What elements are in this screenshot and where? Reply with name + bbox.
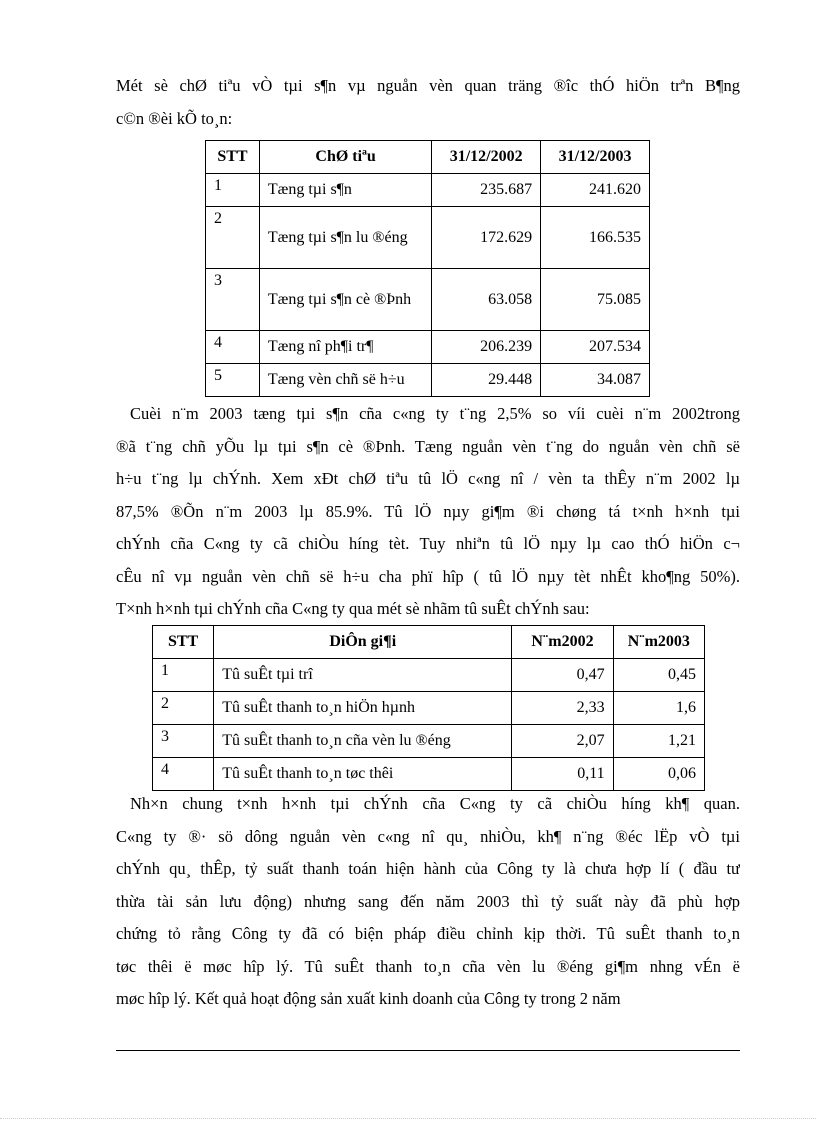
row-index: 2 [206, 207, 260, 269]
column-header: N¨m2003 [613, 626, 704, 659]
table-header-row [153, 626, 705, 659]
row-index: 5 [206, 364, 260, 397]
row-label: Tû suÊt thanh to¸n hiÖn hµnh [214, 692, 512, 725]
row-index: 4 [153, 758, 214, 791]
row-label: Tæng tµi s¶n [259, 174, 431, 207]
column-header: N¨m2002 [512, 626, 613, 659]
value-2002: 0,47 [512, 659, 613, 692]
page-edge-divider [0, 1118, 816, 1119]
column-header: DiÔn gi¶i [214, 626, 512, 659]
table-row [206, 207, 650, 269]
table-row [206, 331, 650, 364]
value-2003: 166.535 [541, 207, 650, 269]
row-label: Tæng tµi s¶n cè ®Þnh [259, 269, 431, 331]
text-line: T×nh h×nh tµi chÝnh cña C«ng ty qua mét sè nhãm tû suÊt chÝnh sau: [116, 599, 590, 618]
value-2002: 235.687 [432, 174, 541, 207]
row-label: Tû suÊt thanh to¸n cña vèn lu ®éng [214, 725, 512, 758]
row-index: 4 [206, 331, 260, 364]
value-2002: 172.629 [432, 207, 541, 269]
row-label: Tæng vèn chñ së h÷u [259, 364, 431, 397]
value-2003: 241.620 [541, 174, 650, 207]
table-row [153, 758, 705, 791]
text-line: Cuèi n¨m 2003 tæng tµi s¶n cña c«ng ty t¨ng 2,5% so víi cuèi n¨m 2002trong [130, 404, 740, 423]
text-line: møc hîp lý. Kết quả hoạt động sản xuất kinh doanh của Công ty trong 2 năm [116, 989, 621, 1008]
value-2003: 1,6 [613, 692, 704, 725]
row-index: 1 [206, 174, 260, 207]
ratio-table [152, 625, 705, 791]
column-header: STT [206, 141, 260, 174]
text-line: thừa tài sản lưu động) nhưng sang đến năm 2003 thì tỷ suất này đã phù hợp [116, 891, 740, 911]
balance-sheet-table [205, 140, 650, 397]
row-index: 3 [153, 725, 214, 758]
table-row [153, 725, 705, 758]
value-2002: 206.239 [432, 331, 541, 364]
conclusion-paragraph [116, 788, 740, 1016]
text-line: tøc thêi ë møc hîp lý. Tû suÊt thanh to¸n cña vèn lu ®éng gi¶m nhng vÉn ë [116, 956, 740, 976]
text-line: C«ng ty ®· sö dông nguån vèn c«ng nî qu¸ nhiÒu, kh¶ n¨ng ®éc lËp vÒ tµi [116, 826, 740, 846]
column-header: ChØ tiªu [259, 141, 431, 174]
text-line: cÊu nî vµ nguån vèn chñ së h÷u cha phï hîp ( tû lÖ nµy tèt nhÊt kho¶ng 50%). [116, 566, 740, 586]
text-line: Nh×n chung t×nh h×nh tµi chÝnh cña C«ng ty cã chiÒu híng kh¶ quan. [130, 794, 740, 813]
analysis-paragraph [116, 398, 740, 626]
row-index: 2 [153, 692, 214, 725]
value-2003: 75.085 [541, 269, 650, 331]
row-index: 1 [153, 659, 214, 692]
table-header-row [206, 141, 650, 174]
text-line: Mét sè chØ tiªu vÒ tµi s¶n vµ nguån vèn quan träng ®îc thÓ hiÖn trªn B¶ng [116, 76, 740, 95]
column-header: 31/12/2002 [432, 141, 541, 174]
table-row [153, 659, 705, 692]
row-label: Tæng nî ph¶i tr¶ [259, 331, 431, 364]
row-label: Tû suÊt tµi trî [214, 659, 512, 692]
value-2003: 0,45 [613, 659, 704, 692]
value-2003: 1,21 [613, 725, 704, 758]
column-header: 31/12/2003 [541, 141, 650, 174]
value-2002: 2,33 [512, 692, 613, 725]
text-line: h÷u t¨ng lµ chÝnh. Xem xÐt chØ tiªu tû lÖ c«ng nî / vèn ta thÊy n¨m 2002 lµ [116, 469, 740, 488]
text-line: c©n ®èi kÕ to¸n: [116, 108, 233, 128]
column-header: STT [153, 626, 214, 659]
table-row [206, 364, 650, 397]
intro-paragraph [116, 70, 740, 135]
table-row [206, 269, 650, 331]
table-row [206, 174, 650, 207]
row-index: 3 [206, 269, 260, 331]
row-label: Tû suÊt thanh to¸n tøc thêi [214, 758, 512, 791]
value-2003: 34.087 [541, 364, 650, 397]
value-2002: 0,11 [512, 758, 613, 791]
value-2002: 63.058 [432, 269, 541, 331]
footer-rule [116, 1050, 740, 1051]
text-line: chÝnh cña C«ng ty cã chiÒu híng tèt. Tuy nhiªn tû lÖ nµy lµ cao thÓ hiÖn c¬ [116, 534, 740, 553]
text-line: ®ã t¨ng chñ yÕu lµ tµi s¶n cè ®Þnh. Tæng nguån vèn t¨ng do nguån vèn chñ së [116, 436, 740, 456]
value-2002: 29.448 [432, 364, 541, 397]
table-row [153, 692, 705, 725]
value-2003: 0,06 [613, 758, 704, 791]
text-line: chứng tỏ rằng Công ty đã có biện pháp điều chỉnh kịp thời. Tû suÊt thanh to¸n [116, 924, 740, 943]
text-line: chÝnh qu¸ thÊp, tỷ suất thanh toán hiện hành của Công ty là chưa hợp lí ( đầu tư [116, 859, 740, 878]
row-label: Tæng tµi s¶n lu ®éng [259, 207, 431, 269]
value-2003: 207.534 [541, 331, 650, 364]
text-line: 87,5% ®Õn n¨m 2003 lµ 85.9%. Tû lÖ nµy gi¶m ®i chøng tá t×nh h×nh tµi [116, 501, 740, 521]
value-2002: 2,07 [512, 725, 613, 758]
